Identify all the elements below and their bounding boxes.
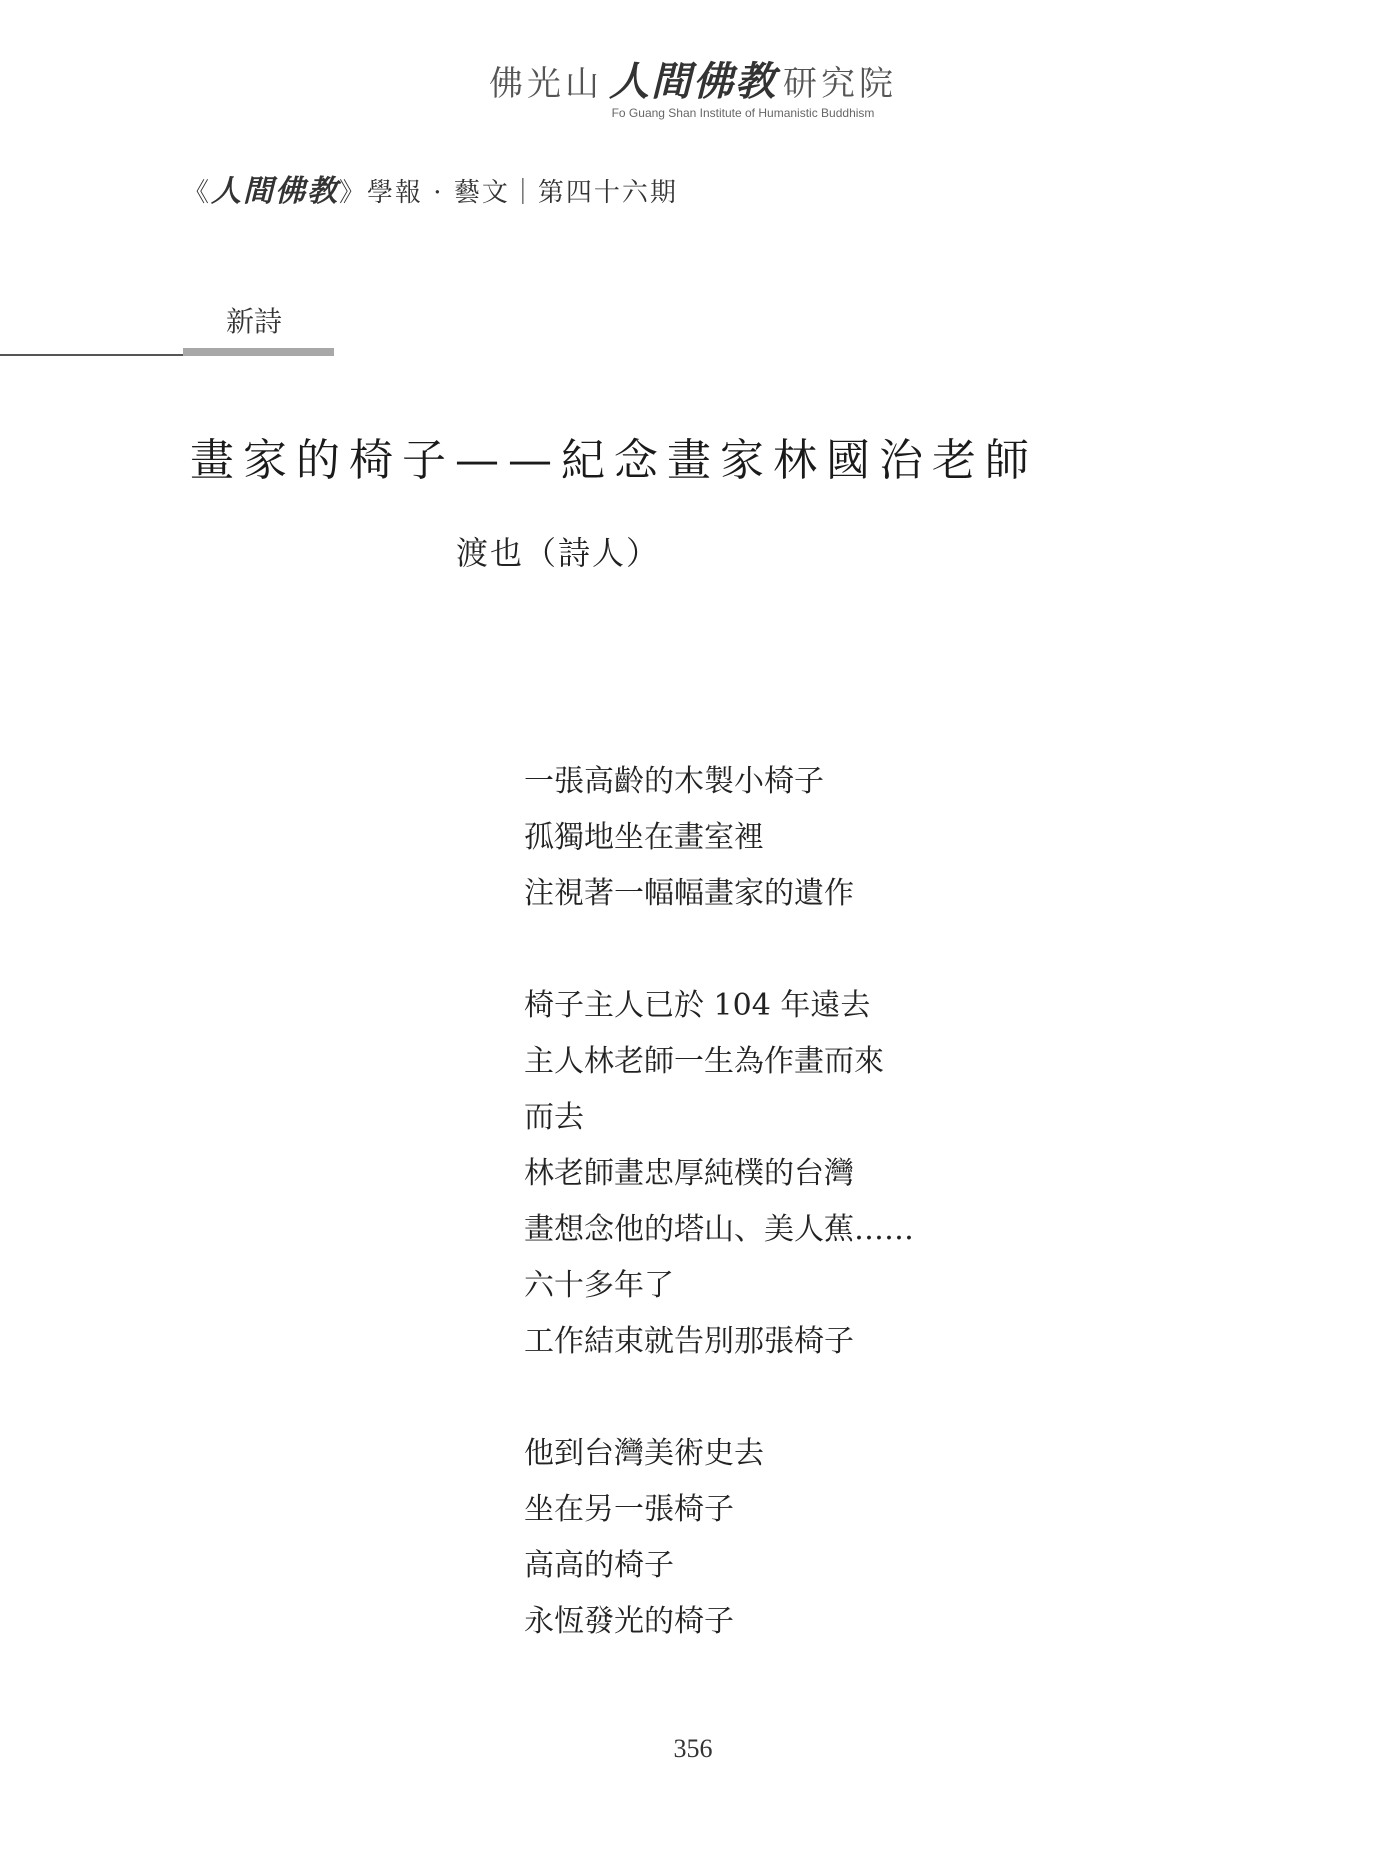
poem-line: 永恆發光的椅子: [524, 1604, 734, 1639]
section-label: 新詩: [226, 305, 283, 338]
masthead-brand: 人間佛教: [609, 58, 777, 105]
poem-line: 椅子主人已於 104 年遠去: [524, 988, 871, 1023]
poem-stanza-3: [524, 1426, 914, 1650]
poem-line: 而去: [524, 1100, 584, 1135]
running-head-open: 《: [183, 178, 212, 208]
section-rule-accent: [183, 348, 334, 356]
masthead-suffix: 研究院: [783, 64, 897, 104]
article-author: 渡也（詩人）: [456, 534, 661, 572]
page-number: 356: [673, 1734, 713, 1763]
article-title: 畫家的椅子——紀念畫家林國治老師: [190, 435, 1038, 486]
poem-line: 畫想念他的塔山、美人蕉……: [524, 1212, 914, 1247]
poem-line: 坐在另一張椅子: [524, 1492, 734, 1527]
poem-line: 工作結束就告別那張椅子: [524, 1324, 854, 1359]
masthead-prefix: 佛光山: [489, 64, 603, 104]
poem-line: 高高的椅子: [524, 1548, 674, 1583]
poem-line: 一張高齡的木製小椅子: [524, 764, 824, 799]
running-head-brand: 人間佛教: [211, 174, 340, 209]
running-head: [183, 166, 678, 210]
masthead: [0, 58, 1386, 120]
poem-line: 主人林老師一生為作畫而來: [524, 1044, 884, 1079]
poem-stanza-1: [524, 754, 914, 922]
running-head-rest: 學報 · 藝文｜第四十六期: [367, 178, 678, 208]
poem-line: 六十多年了: [524, 1268, 674, 1303]
masthead-english: Fo Guang Shan Institute of Humanistic Buddhism: [611, 106, 875, 120]
poem-line: 林老師畫忠厚純樸的台灣: [524, 1156, 854, 1191]
running-head-close: 》: [339, 178, 368, 208]
poem-line: 他到台灣美術史去: [524, 1436, 764, 1471]
poem-line: 孤獨地坐在畫室裡: [524, 820, 764, 855]
masthead-logo: [0, 58, 1386, 105]
poem-line: 注視著一幅幅畫家的遺作: [524, 876, 854, 911]
poem-body: [524, 754, 914, 1706]
poem-stanza-2: [524, 978, 914, 1370]
